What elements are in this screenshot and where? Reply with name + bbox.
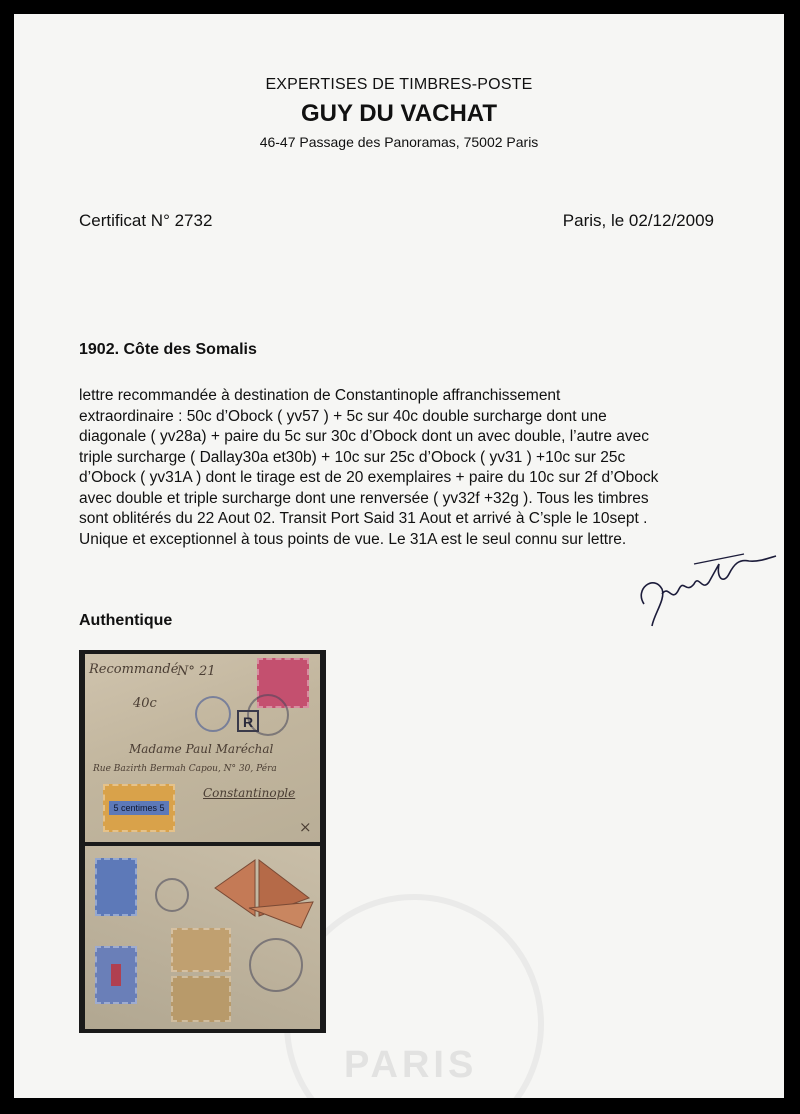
stamp-obock-5c-on-30c (95, 858, 137, 916)
cover-photo (79, 650, 326, 1033)
cross-mark: × (299, 818, 312, 836)
certificate-date: Paris, le 02/12/2009 (562, 211, 714, 230)
stamp-triangle-pair (209, 858, 317, 930)
description-line: diagonale ( yv28a) + paire du 5c sur 30c d’Obock dont un avec double, l’autre avec (79, 428, 649, 445)
description-line: Unique et exceptionnel à tous points de vue. Le 31A est le seul connu sur lettre. (79, 530, 627, 548)
stamp-obock-10c-on-25c (171, 976, 231, 1022)
cover-front (85, 654, 320, 842)
handwriting-street: Rue Bazirth Bermah Capou, N° 30, Péra (93, 764, 277, 774)
surcharge-mark (111, 964, 121, 986)
item-description (79, 386, 739, 550)
handwriting-recommande: Recommandé (89, 662, 179, 677)
item-title: 1902. Côte des Somalis (79, 341, 257, 358)
handwriting-addressee: Madame Paul Maréchal (129, 742, 274, 756)
description-line: sont oblitérés du 22 Aout 02. Transit Port Said 31 Aout et arrivé à C’sple le 10sept . (79, 510, 648, 527)
postmark (249, 938, 303, 992)
verdict: Authentique (79, 612, 173, 629)
postmark (195, 696, 231, 732)
certificate-sheet (14, 14, 784, 1098)
cover-back (85, 846, 320, 1029)
certificate-number: Certificat N° 2732 (79, 211, 213, 230)
expert-name: GUY DU VACHAT (300, 100, 497, 127)
description-line: triple surcharge ( Dallay30a et30b) + 10c sur 25c d’Obock ( yv31 ) +10c sur 25c (79, 448, 626, 466)
surcharge-band: 5 centimes 5 (109, 801, 169, 815)
description-line: d’Obock ( yv31A ) dont le tirage est de 20 exemplaires + paire du 10c sur 2f d’Obock (79, 469, 659, 486)
postmark (155, 878, 189, 912)
stamp-obock-10c-on-25c (171, 928, 231, 972)
expert-address: 46-47 Passage des Panoramas, 75002 Paris (259, 134, 539, 150)
signature-icon (624, 534, 784, 634)
registered-label: R (237, 710, 259, 732)
handwriting-rate: 40c (133, 696, 157, 711)
description-line: avec double et triple surcharge dont une renversée ( yv32f +32g ). Tous les timbres (79, 489, 649, 507)
watermark-text: PARIS (344, 1044, 478, 1086)
header-line: EXPERTISES DE TIMBRES-POSTE (265, 76, 533, 93)
handwriting-number: N° 21 (177, 664, 216, 679)
handwriting-city: Constantinople (203, 786, 296, 800)
description-line: lettre recommandée à destination de Constantinople affranchissement (79, 387, 561, 404)
description-line: extraordinaire : 50c d’Obock ( yv57 ) + 5c sur 40c double surcharge dont une (79, 407, 607, 425)
